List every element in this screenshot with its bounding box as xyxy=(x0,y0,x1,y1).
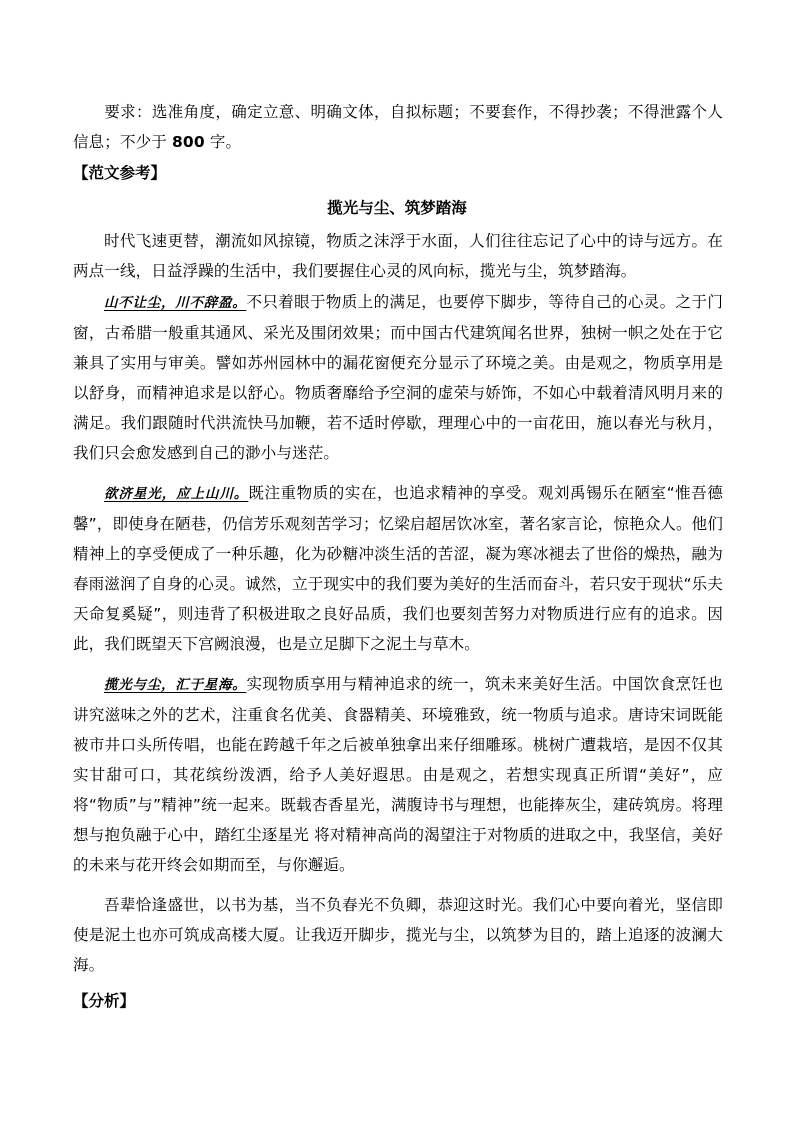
essay-paragraph-1 xyxy=(73,226,723,286)
essay-paragraph-2 xyxy=(73,287,723,468)
word-count: 800 xyxy=(171,133,205,151)
essay-paragraph-4 xyxy=(73,669,723,880)
essay-title: 揽光与尘、筑梦踏海 xyxy=(327,199,467,217)
section-reference-heading: 【范文参考】 xyxy=(73,164,167,182)
paragraph-text: 既注重物质的实在，也追求精神的享受。观刘禹锡乐在陋室“惟吾德馨”，即使身在陋巷，仍信芳乐观刻苦学习；忆梁启超居饮冰室，著名家言论，惊艳众人。他们精神上的享受便成了一种乐趣，化为砂糖冲淡生活的苦涩，凝为寒冰褪去了世俗的燥热，融为春雨滋润了自身的心灵。诚然，立于现实中的我们要为美好的生活而奋斗，若只安于现状“乐夫天命复奚疑”，则违背了积极进取之良好品质，我们也要刻苦努力对物质进行应有的追求。因此，我们既望天下宫阙浪漫，也是立足脚下之泥土与草木。 xyxy=(73,484,723,653)
requirements-text-end: 字。 xyxy=(204,133,242,151)
paragraph-text: 实现物质享用与精神追求的统一，筑未来美好生活。中国饮食烹饪也讲究滋味之外的艺术，注重食名优美、食器精美、环境雅致，统一物质与追求。唐诗宋词既能被市井口头所传唱，也能在跨越千年之后被单独拿出来仔细雕琢。桃树广遭栽培，是因不仅其实甘甜可口，其花缤纷泼洒，给予人美好遐思。由是观之，若想实现真正所谓“美好”，应将“物质”与”精神”统一起来。既载杏香星光，满腹诗书与理想，也能捧灰尘，建砖筑房。将理想与抱负融于心中，踏红尘逐星光 将对精神高尚的渴望注于对物质的进取之中，我坚信，美好的未来与花开终会如期而至，与你邂逅。 xyxy=(73,675,723,874)
section-analysis-heading: 【分析】 xyxy=(73,992,136,1010)
paragraph-lead-sentence: 山不让尘，川不辞盈。 xyxy=(104,295,247,311)
requirements-text: 要求：选准角度，确定立意、明确文体，自拟标题；不要套作，不得抄袭；不得泄露个人信息；不少于 xyxy=(73,103,723,151)
requirements-paragraph xyxy=(73,97,723,157)
paragraph-text: 时代飞速更替，潮流如风掠镜，物质之沫浮于水面，人们往往忘记了心中的诗与远方。在两点一线，日益浮躁的生活中，我们要握住心灵的风向标，揽光与尘，筑梦踏海。 xyxy=(73,232,723,280)
paragraph-text: 不只着眼于物质上的满足，也要停下脚步，等待自己的心灵。之于门窗，古希腊一般重其通风、采光及围闭效果；而中国古代建筑闻名世界，独树一帜之处在于它兼具了实用与审美。譬如苏州园林中的漏花窗便充分显示了环境之美。由是观之，物质享用是以舒身，而精神追求是以舒心。物质奢靡给予空洞的虚荣与娇饰，不如心中载着清风明月来的满足。我们跟随时代洪流快马加鞭，若不适时停歇，理理心中的一亩花田，施以春光与秋月，我们只会愈发感到自己的渺小与迷茫。 xyxy=(73,293,723,462)
paragraph-lead-sentence: 揽光与尘，汇于星海。 xyxy=(104,677,247,693)
essay-paragraph-3 xyxy=(73,478,723,659)
paragraph-lead-sentence: 欲济星光，应上山川。 xyxy=(104,486,249,502)
paragraph-text: 吾辈恰逢盛世，以书为基，当不负春光不负卿，恭迎这时光。我们心中要向着光，坚信即使是泥土也亦可筑成高楼大厦。让我迈开脚步，揽光与尘，以筑梦为目的，踏上追逐的波澜大海。 xyxy=(73,896,723,974)
essay-paragraph-5 xyxy=(73,890,723,980)
